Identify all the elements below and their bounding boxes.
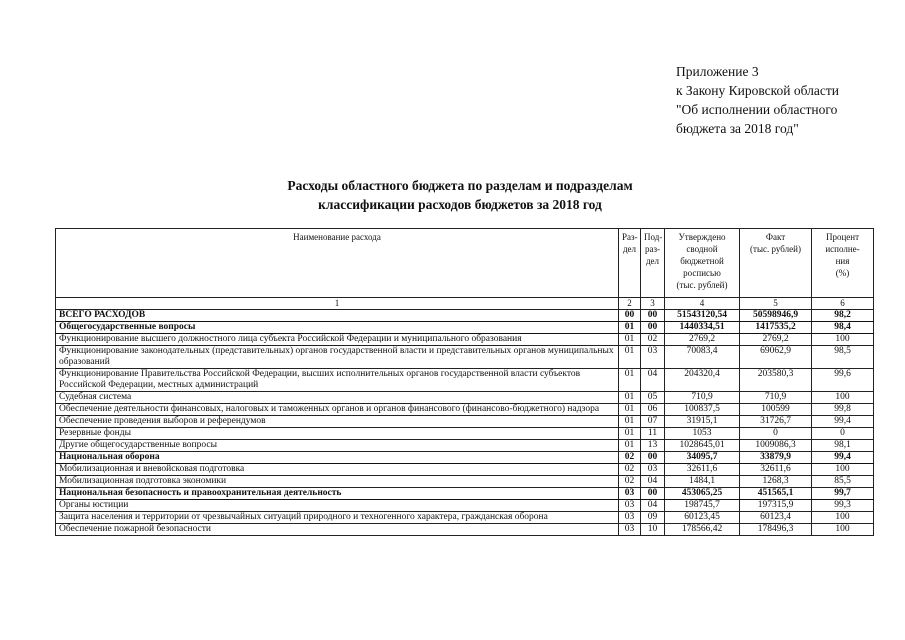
row-approved-value: 198745,7 xyxy=(665,500,740,512)
table-row xyxy=(56,369,874,392)
row-fact-value: 0 xyxy=(740,428,812,440)
appendix-line: к Закону Кировской области xyxy=(676,83,840,98)
row-fact-value: 1009086,3 xyxy=(740,440,812,452)
row-subsection-code: 09 xyxy=(641,512,665,524)
table-body xyxy=(56,310,874,536)
row-section-code: 01 xyxy=(619,416,641,428)
header-name: Наименование расхода xyxy=(56,229,619,298)
row-percent-value: 85,5 xyxy=(812,476,874,488)
row-section-code: 02 xyxy=(619,476,641,488)
table-row xyxy=(56,464,874,476)
table-row xyxy=(56,488,874,500)
row-subsection-code: 00 xyxy=(641,452,665,464)
row-fact-value: 60123,4 xyxy=(740,512,812,524)
row-section-code: 03 xyxy=(619,512,641,524)
budget-table xyxy=(55,228,874,536)
row-fact-value: 100599 xyxy=(740,404,812,416)
row-approved-value: 1484,1 xyxy=(665,476,740,488)
table-row xyxy=(56,322,874,334)
row-fact-value: 1268,3 xyxy=(740,476,812,488)
document-title xyxy=(200,176,720,214)
row-fact-value: 178496,3 xyxy=(740,524,812,536)
header-subsection: Под- раз- дел xyxy=(641,229,665,298)
table-row xyxy=(56,416,874,428)
row-percent-value: 99,3 xyxy=(812,500,874,512)
row-approved-value: 60123,45 xyxy=(665,512,740,524)
row-subsection-code: 06 xyxy=(641,404,665,416)
row-section-code: 01 xyxy=(619,346,641,369)
row-percent-value: 99,7 xyxy=(812,488,874,500)
row-name: Обеспечение пожарной безопасности xyxy=(56,524,619,536)
row-fact-value: 33879,9 xyxy=(740,452,812,464)
table-row xyxy=(56,346,874,369)
row-section-code: 03 xyxy=(619,500,641,512)
row-subsection-code: 11 xyxy=(641,428,665,440)
header-approved: Утверждено сводной бюджетной росписью (тыс. рублей) xyxy=(665,229,740,298)
row-section-code: 01 xyxy=(619,322,641,334)
row-section-code: 00 xyxy=(619,310,641,322)
row-name: Органы юстиции xyxy=(56,500,619,512)
row-subsection-code: 07 xyxy=(641,416,665,428)
row-approved-value: 70083,4 xyxy=(665,346,740,369)
row-fact-value: 203580,3 xyxy=(740,369,812,392)
row-subsection-code: 04 xyxy=(641,476,665,488)
row-percent-value: 99,4 xyxy=(812,416,874,428)
row-fact-value: 50598946,9 xyxy=(740,310,812,322)
row-percent-value: 98,1 xyxy=(812,440,874,452)
row-section-code: 01 xyxy=(619,440,641,452)
row-name: Обеспечение деятельности финансовых, налоговых и таможенных органов и органов финансового (финансово-бюджетного) надзора xyxy=(56,404,619,416)
row-section-code: 01 xyxy=(619,369,641,392)
row-section-code: 03 xyxy=(619,524,641,536)
table-row xyxy=(56,404,874,416)
row-subsection-code: 00 xyxy=(641,322,665,334)
row-subsection-code: 02 xyxy=(641,334,665,346)
row-section-code: 03 xyxy=(619,488,641,500)
row-approved-value: 178566,42 xyxy=(665,524,740,536)
table-header-row xyxy=(56,229,874,298)
row-subsection-code: 05 xyxy=(641,392,665,404)
column-number: 6 xyxy=(812,298,874,310)
row-name: Общегосударственные вопросы xyxy=(56,322,619,334)
row-section-code: 01 xyxy=(619,428,641,440)
row-name: Резервные фонды xyxy=(56,428,619,440)
row-percent-value: 99,8 xyxy=(812,404,874,416)
row-section-code: 01 xyxy=(619,392,641,404)
table-row xyxy=(56,512,874,524)
row-subsection-code: 13 xyxy=(641,440,665,452)
row-approved-value: 710,9 xyxy=(665,392,740,404)
column-number: 4 xyxy=(665,298,740,310)
table-row xyxy=(56,452,874,464)
row-percent-value: 100 xyxy=(812,512,874,524)
table-row xyxy=(56,334,874,346)
row-approved-value: 1440334,51 xyxy=(665,322,740,334)
row-name: Обеспечение проведения выборов и референдумов xyxy=(56,416,619,428)
column-number: 2 xyxy=(619,298,641,310)
row-subsection-code: 03 xyxy=(641,346,665,369)
column-number: 5 xyxy=(740,298,812,310)
appendix-note xyxy=(676,62,891,138)
row-subsection-code: 04 xyxy=(641,500,665,512)
column-number-row xyxy=(56,298,874,310)
row-subsection-code: 04 xyxy=(641,369,665,392)
row-fact-value: 1417535,2 xyxy=(740,322,812,334)
header-section: Раз- дел xyxy=(619,229,641,298)
table-row xyxy=(56,524,874,536)
header-fact: Факт (тыс. рублей) xyxy=(740,229,812,298)
row-percent-value: 100 xyxy=(812,464,874,476)
row-approved-value: 204320,4 xyxy=(665,369,740,392)
table-row xyxy=(56,392,874,404)
row-section-code: 01 xyxy=(619,404,641,416)
table-row xyxy=(56,428,874,440)
row-approved-value: 1028645,01 xyxy=(665,440,740,452)
row-subsection-code: 00 xyxy=(641,310,665,322)
row-name: Функционирование Правительства Российской Федерации, высших исполнительных органов государственной власти субъектов Российской Федерации, местных администраций xyxy=(56,369,619,392)
row-percent-value: 0 xyxy=(812,428,874,440)
row-fact-value: 32611,6 xyxy=(740,464,812,476)
row-percent-value: 100 xyxy=(812,334,874,346)
row-subsection-code: 00 xyxy=(641,488,665,500)
row-percent-value: 98,2 xyxy=(812,310,874,322)
row-name: Функционирование высшего должностного лица субъекта Российской Федерации и муниципального образования xyxy=(56,334,619,346)
column-number: 1 xyxy=(56,298,619,310)
row-name: Другие общегосударственные вопросы xyxy=(56,440,619,452)
row-name: Защита населения и территории от чрезвычайных ситуаций природного и техногенного характера, гражданская оборона xyxy=(56,512,619,524)
row-approved-value: 1053 xyxy=(665,428,740,440)
row-percent-value: 100 xyxy=(812,524,874,536)
row-section-code: 02 xyxy=(619,464,641,476)
row-approved-value: 2769,2 xyxy=(665,334,740,346)
table-row xyxy=(56,476,874,488)
row-name: Национальная оборона xyxy=(56,452,619,464)
title-line-2: классификации расходов бюджетов за 2018 год xyxy=(318,197,602,212)
row-name: Судебная система xyxy=(56,392,619,404)
row-approved-value: 100837,5 xyxy=(665,404,740,416)
row-percent-value: 99,6 xyxy=(812,369,874,392)
row-percent-value: 98,5 xyxy=(812,346,874,369)
row-fact-value: 451565,1 xyxy=(740,488,812,500)
row-fact-value: 710,9 xyxy=(740,392,812,404)
table-row xyxy=(56,440,874,452)
column-number: 3 xyxy=(641,298,665,310)
row-section-code: 02 xyxy=(619,452,641,464)
row-name: Функционирование законодательных (представительных) органов государственной власти и представительных органов муниципальных образований xyxy=(56,346,619,369)
row-fact-value: 2769,2 xyxy=(740,334,812,346)
row-percent-value: 98,4 xyxy=(812,322,874,334)
header-percent: Процент исполне- ния (%) xyxy=(812,229,874,298)
row-section-code: 01 xyxy=(619,334,641,346)
row-fact-value: 197315,9 xyxy=(740,500,812,512)
row-approved-value: 453065,25 xyxy=(665,488,740,500)
row-approved-value: 51543120,54 xyxy=(665,310,740,322)
row-name: Мобилизационная подготовка экономики xyxy=(56,476,619,488)
row-approved-value: 31915,1 xyxy=(665,416,740,428)
row-approved-value: 32611,6 xyxy=(665,464,740,476)
row-fact-value: 69062,9 xyxy=(740,346,812,369)
row-fact-value: 31726,7 xyxy=(740,416,812,428)
row-percent-value: 99,4 xyxy=(812,452,874,464)
row-approved-value: 34095,7 xyxy=(665,452,740,464)
title-line-1: Расходы областного бюджета по разделам и подразделам xyxy=(287,178,633,193)
row-percent-value: 100 xyxy=(812,392,874,404)
row-subsection-code: 10 xyxy=(641,524,665,536)
row-name: Национальная безопасность и правоохранительная деятельность xyxy=(56,488,619,500)
table-row xyxy=(56,310,874,322)
appendix-line: Приложение 3 xyxy=(676,64,759,79)
row-name: Мобилизационная и вневойсковая подготовка xyxy=(56,464,619,476)
table-row xyxy=(56,500,874,512)
row-name: ВСЕГО РАСХОДОВ xyxy=(56,310,619,322)
row-subsection-code: 03 xyxy=(641,464,665,476)
appendix-line: "Об исполнении областного xyxy=(676,102,838,117)
appendix-line: бюджета за 2018 год" xyxy=(676,121,799,136)
